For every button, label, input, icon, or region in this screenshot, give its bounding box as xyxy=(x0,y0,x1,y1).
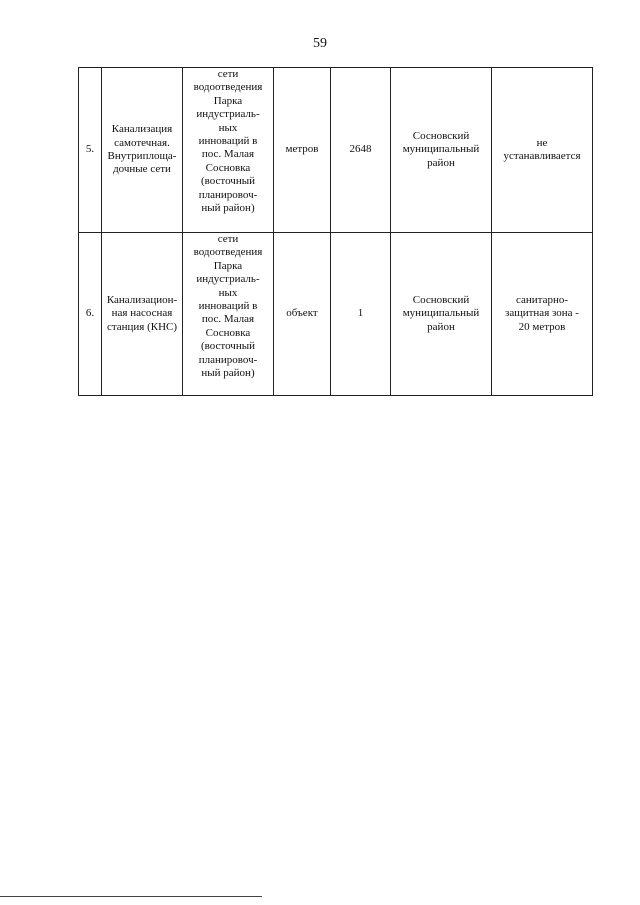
quantity-cell: 2648 xyxy=(331,68,391,233)
facility-purpose-cell: сети водоотведения Парка индустриаль- ных инноваций в пос. Малая Сосновка (восточный планировоч- ный район) xyxy=(183,68,274,233)
protection-zone-cell: санитарно- защитная зона - 20 метров xyxy=(492,233,593,396)
unit-cell: метров xyxy=(274,68,331,233)
footer-divider xyxy=(0,896,262,897)
unit-cell: объект xyxy=(274,233,331,396)
facility-name-cell: Канализацион- ная насосная станция (КНС) xyxy=(102,233,183,396)
facility-purpose-cell: сети водоотведения Парка индустриаль- ных инноваций в пос. Малая Сосновка (восточный планировоч- ный район) xyxy=(183,233,274,396)
location-cell: Сосновский муниципальный район xyxy=(391,233,492,396)
table-row xyxy=(79,233,593,396)
facilities-table xyxy=(78,67,593,396)
row-number-cell: 5. xyxy=(79,68,102,233)
page-number: 59 xyxy=(313,36,327,51)
row-number-cell: 6. xyxy=(79,233,102,396)
protection-zone-cell: не устанавливается xyxy=(492,68,593,233)
table-row xyxy=(79,68,593,233)
quantity-cell: 1 xyxy=(331,233,391,396)
facility-name-cell: Канализация самотечная. Внутриплоща- дочные сети xyxy=(102,68,183,233)
location-cell: Сосновский муниципальный район xyxy=(391,68,492,233)
